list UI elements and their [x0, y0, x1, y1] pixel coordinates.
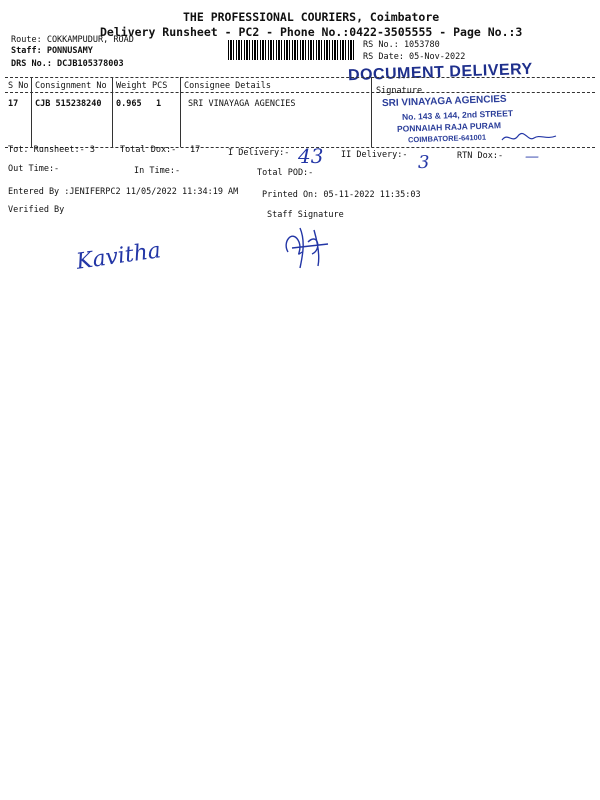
- receiver-signature: [500, 130, 560, 146]
- header-sno: S No: [8, 81, 29, 91]
- staff-label: Staff: PONNUSAMY: [11, 46, 93, 56]
- barcode: [228, 40, 356, 60]
- col-divider: [112, 77, 113, 147]
- company-title: THE PROFESSIONAL COURIERS, Coimbatore: [183, 10, 440, 24]
- out-time: Out Time:-: [8, 164, 60, 174]
- rtn-dox-label: RTN Dox:-: [457, 151, 504, 161]
- i-delivery-handwritten: 43: [298, 144, 324, 168]
- row-weight: 0.965: [116, 99, 142, 109]
- total-dox-value: 17: [190, 145, 201, 155]
- total-pod: Total POD:-: [257, 168, 314, 178]
- document-delivery-stamp: DOCUMENT DELIVERY: [347, 60, 534, 85]
- ii-delivery-label: II Delivery:-: [341, 150, 408, 160]
- header-consignee: Consignee Details: [184, 81, 271, 91]
- entered-by: Entered By :JENIFERPC2 11/05/2022 11:34:19 AM: [8, 187, 239, 197]
- table-top-rule: [5, 77, 595, 78]
- verified-by: Verified By: [8, 205, 65, 215]
- staff-signature-mark: [278, 222, 338, 272]
- header-pcs: PCS: [152, 81, 168, 91]
- staff-signature-label: Staff Signature: [267, 210, 344, 220]
- rs-number: RS No.: 1053780: [363, 40, 440, 50]
- agency-stamp-address3: COIMBATORE-641001: [407, 132, 487, 145]
- drs-number: DRS No.: DCJB105378003: [11, 59, 124, 69]
- printed-on: Printed On: 05-11-2022 11:35:03: [262, 190, 421, 200]
- col-divider: [371, 77, 372, 147]
- col-divider: [180, 77, 181, 147]
- runsheet-subtitle: Delivery Runsheet - PC2 - Phone No.:0422-3505555 - Page No.:3: [100, 25, 523, 39]
- col-divider: [31, 77, 32, 147]
- verifier-handwritten-name: Kavitha: [74, 238, 163, 275]
- ii-delivery-handwritten: 3: [418, 152, 430, 173]
- in-time: In Time:-: [134, 166, 181, 176]
- i-delivery-label: I Delivery:-: [228, 148, 290, 158]
- header-weight: Weight: [116, 81, 147, 91]
- header-signature: Signature: [376, 86, 423, 96]
- rs-date: RS Date: 05-Nov-2022: [363, 52, 466, 62]
- tot-runsheet: Tot. Runsheet:- 3: [8, 145, 95, 155]
- staff-signature-text: [279, 226, 280, 227]
- row-consignment: CJB 515238240: [35, 99, 102, 109]
- route-label: Route: COKKAMPUDUR, ROAD: [11, 35, 134, 45]
- rtn-dox-handwritten: —: [525, 149, 539, 165]
- row-sno: 17: [8, 99, 19, 109]
- row-pcs: 1: [156, 99, 162, 109]
- agency-stamp-address2: PONNAIAH RAJA PURAM: [396, 120, 502, 134]
- row-consignee: SRI VINAYAGA AGENCIES: [188, 99, 296, 109]
- agency-stamp-name: SRI VINAYAGA AGENCIES: [381, 93, 507, 110]
- agency-stamp-address1: No. 143 & 144, 2nd STREET: [401, 108, 514, 122]
- total-dox-label: Total Dox:-: [120, 145, 177, 155]
- header-consignment: Consignment No: [35, 81, 107, 91]
